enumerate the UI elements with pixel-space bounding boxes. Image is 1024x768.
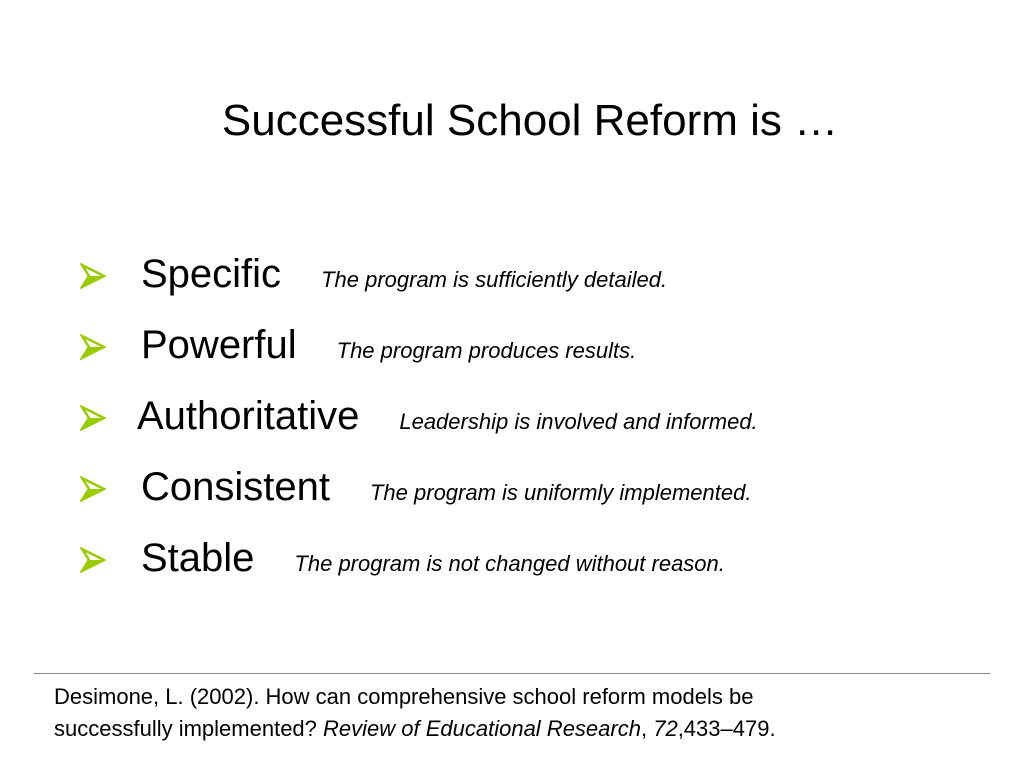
bullet-item-specific — [80, 246, 758, 317]
bullet-item-powerful — [80, 317, 758, 388]
bullet-description: The program is not changed without reason. — [294, 551, 725, 576]
bullet-term: Specific — [141, 252, 282, 296]
citation-journal: Review of Educational Research — [323, 716, 641, 741]
arrow-bullet-icon — [80, 547, 106, 573]
footer-divider — [34, 673, 990, 674]
bullet-term: Authoritative — [137, 394, 360, 438]
arrow-bullet-icon — [80, 405, 106, 431]
bullet-item-stable — [80, 530, 758, 601]
bullet-term: Stable — [141, 536, 255, 580]
slide-title: Successful School Reform is … — [221, 96, 839, 145]
bullet-item-authoritative — [80, 388, 758, 459]
bullet-item-consistent — [80, 459, 758, 530]
bullet-list — [80, 246, 758, 601]
bullet-description: The program is sufficiently detailed. — [321, 267, 668, 292]
bullet-description: Leadership is involved and informed. — [399, 409, 758, 434]
bullet-description: The program is uniformly implemented. — [369, 480, 752, 505]
arrow-bullet-icon — [80, 263, 106, 289]
bullet-term: Powerful — [141, 323, 297, 367]
citation-line-2 — [54, 713, 984, 745]
citation-pages: ,433–479. — [677, 716, 776, 741]
citation-volume: 72 — [653, 716, 678, 741]
arrow-bullet-icon — [80, 334, 106, 360]
citation-text: successfully implemented? — [54, 716, 324, 741]
citation — [54, 681, 984, 745]
bullet-term: Consistent — [141, 465, 330, 509]
arrow-bullet-icon — [80, 476, 106, 502]
citation-separator: , — [640, 716, 654, 741]
citation-line-1: Desimone, L. (2002). How can comprehensive school reform models be — [54, 684, 754, 709]
bullet-description: The program produces results. — [336, 338, 637, 363]
